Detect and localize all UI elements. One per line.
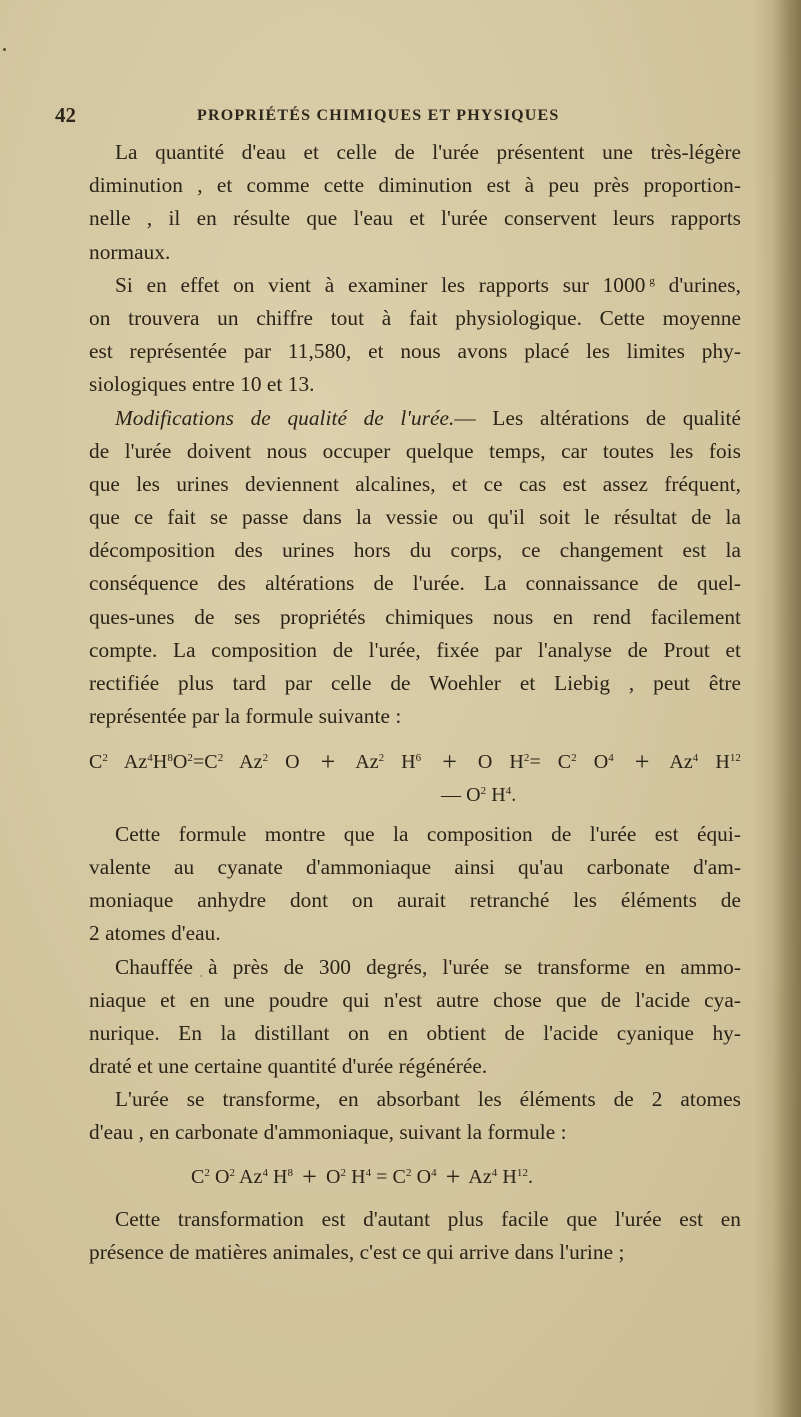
formula-term: $O^2$	[209, 1165, 236, 1188]
text-line: draté et une certaine quantité d'urée régénérée.	[89, 1054, 488, 1079]
formula-term: Az$^4$	[669, 751, 699, 774]
chemical-formula-urea-hydration	[89, 1160, 741, 1193]
formula-term: .	[528, 1165, 534, 1188]
formula-term: $H^6$	[384, 751, 422, 774]
text-line: valente au cyanate d'ammoniaque ainsi qu'au carbonate d'am-	[89, 854, 741, 879]
text-line: est représentée par 11,580, et nous avons placé les limites phy-	[89, 339, 741, 364]
body-text	[89, 136, 741, 1269]
plus-sign: +	[442, 747, 457, 777]
formula-term: Az$^2$	[223, 751, 269, 774]
paragraph	[89, 951, 741, 1084]
formula-term: $H^{12}$	[698, 751, 741, 774]
formula-term: $O^2$	[325, 1165, 347, 1188]
plus-sign: +	[302, 1161, 317, 1191]
section-heading-italic: Modifications de qualité de l'urée.	[115, 405, 455, 430]
text-line: rectifiée plus tard par celle de Woehler et Liebig , peut être	[89, 671, 741, 695]
formula-term: $H^8$	[268, 1165, 294, 1188]
chemical-formula-urea-decomposition	[89, 745, 741, 778]
text-line: 2 atomes d'eau.	[89, 921, 221, 946]
page-number: 42	[55, 103, 76, 127]
plus-sign: +	[634, 747, 650, 777]
gram-unit-superscript: g	[649, 274, 655, 287]
paragraph	[89, 1083, 741, 1149]
paragraph	[89, 269, 741, 402]
formula-term: $C^2$	[191, 1165, 210, 1188]
text-line	[89, 402, 741, 435]
formula-term: — $O^2$	[441, 783, 487, 806]
text-line: Cette formule montre que la composition de l'urée est équi-	[115, 821, 741, 846]
formula-term: $O^4$	[411, 1165, 437, 1188]
text-line: conséquence des altérations de l'urée. La connaissance de quel-	[89, 571, 741, 596]
text-line: moniaque anhydre dont on aurait retranché les éléments de	[89, 888, 741, 913]
text-line: que les urines deviennent alcalines, et ce cas est assez fréquent,	[89, 471, 741, 496]
text-fragment: Si en effet on vient à examiner les rapports sur 1000	[115, 272, 646, 297]
paragraph	[89, 136, 741, 269]
formula-term: $O^4$	[593, 751, 614, 774]
text-line: ques-unes de ses propriétés chimiques nous en rend facilement	[89, 604, 741, 629]
running-title: PROPRIÉTÉS CHIMIQUES ET PHYSIQUES	[197, 107, 560, 124]
text-line: diminution , et comme cette diminution est à peu près proportion-	[89, 173, 741, 198]
formula-term: $C^2$	[89, 751, 108, 774]
formula-term: $O^2$	[172, 751, 193, 774]
formula-term: = $C^2$	[529, 751, 577, 774]
text-line	[89, 269, 741, 302]
formula-term: $H^{12}$	[497, 1165, 528, 1188]
paragraph	[89, 1203, 741, 1269]
text-line: que ce fait se passe dans la vessie ou qu'il soit le résultat de la	[89, 505, 741, 530]
text-line: siologiques entre 10 et 13.	[89, 372, 315, 397]
page-header	[55, 103, 715, 127]
formula-term: O $H^2$	[477, 751, 530, 774]
formula-term: .	[511, 783, 517, 806]
paragraph	[89, 402, 741, 734]
text-line: L'urée se transforme, en absorbant les éléments de 2 atomes	[115, 1087, 741, 1112]
formula-term: Az$^4$	[123, 751, 153, 774]
formula-term: = $C^2$	[371, 1165, 412, 1188]
paragraph	[89, 818, 741, 951]
plus-sign: +	[445, 1161, 461, 1191]
formula-term: Az$^4$	[468, 1165, 498, 1188]
formula-term: $H^4$	[346, 1165, 372, 1188]
formula-term: Az$^4$	[235, 1165, 268, 1188]
plus-sign: +	[320, 747, 336, 777]
formula-term: Az$^2$	[355, 751, 385, 774]
text-line: normaux.	[89, 239, 171, 264]
text-line: d'eau , en carbonate d'ammoniaque, suivant la formule :	[89, 1120, 567, 1145]
chemical-formula-continuation	[89, 779, 741, 812]
text-line: La quantité d'eau et celle de l'urée présentent une très-légère	[115, 140, 741, 164]
text-line: décomposition des urines hors du corps, ce changement est la	[89, 538, 741, 563]
text-line: compte. La composition de l'urée, fixée par l'analyse de Prout et	[89, 637, 741, 662]
text-line: nelle , il en résulte que l'eau et l'urée conservent leurs rapports	[89, 206, 741, 231]
formula-term: $H^8$	[152, 751, 173, 774]
text-line: nurique. En la distillant on en obtient de l'acide cyanique hy-	[89, 1020, 741, 1045]
text-line: présence de matières animales, c'est ce qui arrive dans l'urine ;	[89, 1240, 625, 1264]
text-line: on trouvera un chiffre tout à fait physiologique. Cette moyenne	[89, 305, 741, 330]
text-line: Cette transformation est d'autant plus facile que l'urée est en	[115, 1206, 741, 1231]
formula-term: $=C^2$	[192, 751, 224, 774]
text-fragment: — Les altérations de qualité	[454, 405, 741, 430]
text-fragment: d'urines,	[654, 272, 741, 297]
text-line: de l'urée doivent nous occuper quelque temps, car toutes les fois	[89, 438, 741, 463]
formula-term: O	[285, 751, 300, 774]
formula-term: $H^4$	[486, 783, 512, 806]
text-line: représentée par la formule suivante :	[89, 704, 402, 729]
text-line: niaque et en une poudre qui n'est autre chose que de l'acide cya-	[89, 987, 741, 1012]
text-line: Chauffée à près de 300 degrés, l'urée se transforme en ammo-	[115, 954, 741, 979]
paper-speck	[3, 48, 6, 51]
